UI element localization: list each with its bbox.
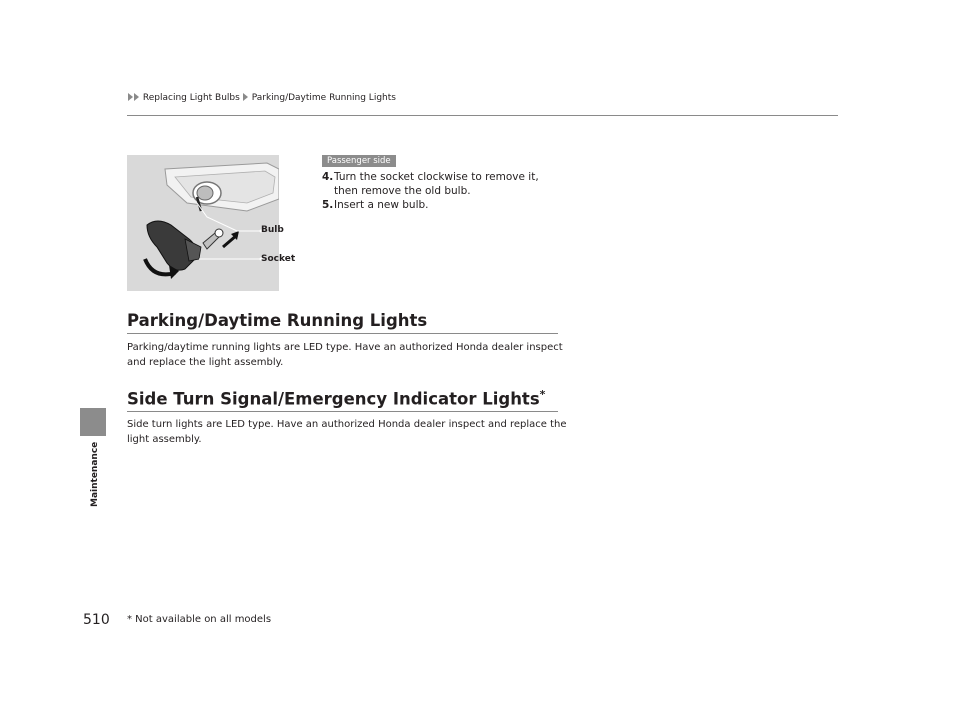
breadcrumb-link-replacing-bulbs[interactable]: Replacing Light Bulbs xyxy=(142,93,240,103)
breadcrumb-arrow-icon xyxy=(128,93,133,101)
breadcrumb xyxy=(128,93,399,103)
section-divider xyxy=(127,333,558,334)
footnote: * Not available on all models xyxy=(127,614,272,625)
chapter-tab xyxy=(80,408,106,436)
page-number: 510 xyxy=(83,612,110,628)
step-text: Insert a new bulb. xyxy=(334,199,429,211)
footnote-mark: * xyxy=(539,388,546,401)
section-heading-side-turn-signal xyxy=(127,388,545,409)
passenger-side-badge: Passenger side xyxy=(322,155,396,167)
section-heading-parking-lights: Parking/Daytime Running Lights xyxy=(127,311,428,330)
step-number: 4. xyxy=(322,171,334,183)
section-body-parking-lights: Parking/daytime running lights are LED type. Have an authorized Honda dealer inspect and replace the light assembly. xyxy=(127,342,563,368)
breadcrumb-arrow-icon xyxy=(134,93,139,101)
bulb-label: Bulb xyxy=(261,225,284,235)
breadcrumb-arrow-icon xyxy=(243,93,248,101)
procedure-steps xyxy=(322,170,562,212)
section-divider xyxy=(127,411,558,412)
step-item xyxy=(322,170,562,198)
chapter-label: Maintenance xyxy=(90,441,100,507)
step-number: 5. xyxy=(322,199,334,211)
socket-label: Socket xyxy=(261,254,296,264)
bulb-replacement-illustration xyxy=(127,155,279,291)
step-item xyxy=(322,198,562,212)
breadcrumb-link-parking-lights[interactable]: Parking/Daytime Running Lights xyxy=(251,93,396,103)
step-text: Turn the socket clockwise to remove it, then remove the old bulb. xyxy=(334,171,539,197)
section-heading-text: Side Turn Signal/Emergency Indicator Lights xyxy=(127,389,540,409)
header-divider xyxy=(127,115,838,116)
section-body-side-turn-signal: Side turn lights are LED type. Have an authorized Honda dealer inspect and replace the light assembly. xyxy=(127,419,567,445)
lamp-socket-drawing xyxy=(127,155,279,291)
